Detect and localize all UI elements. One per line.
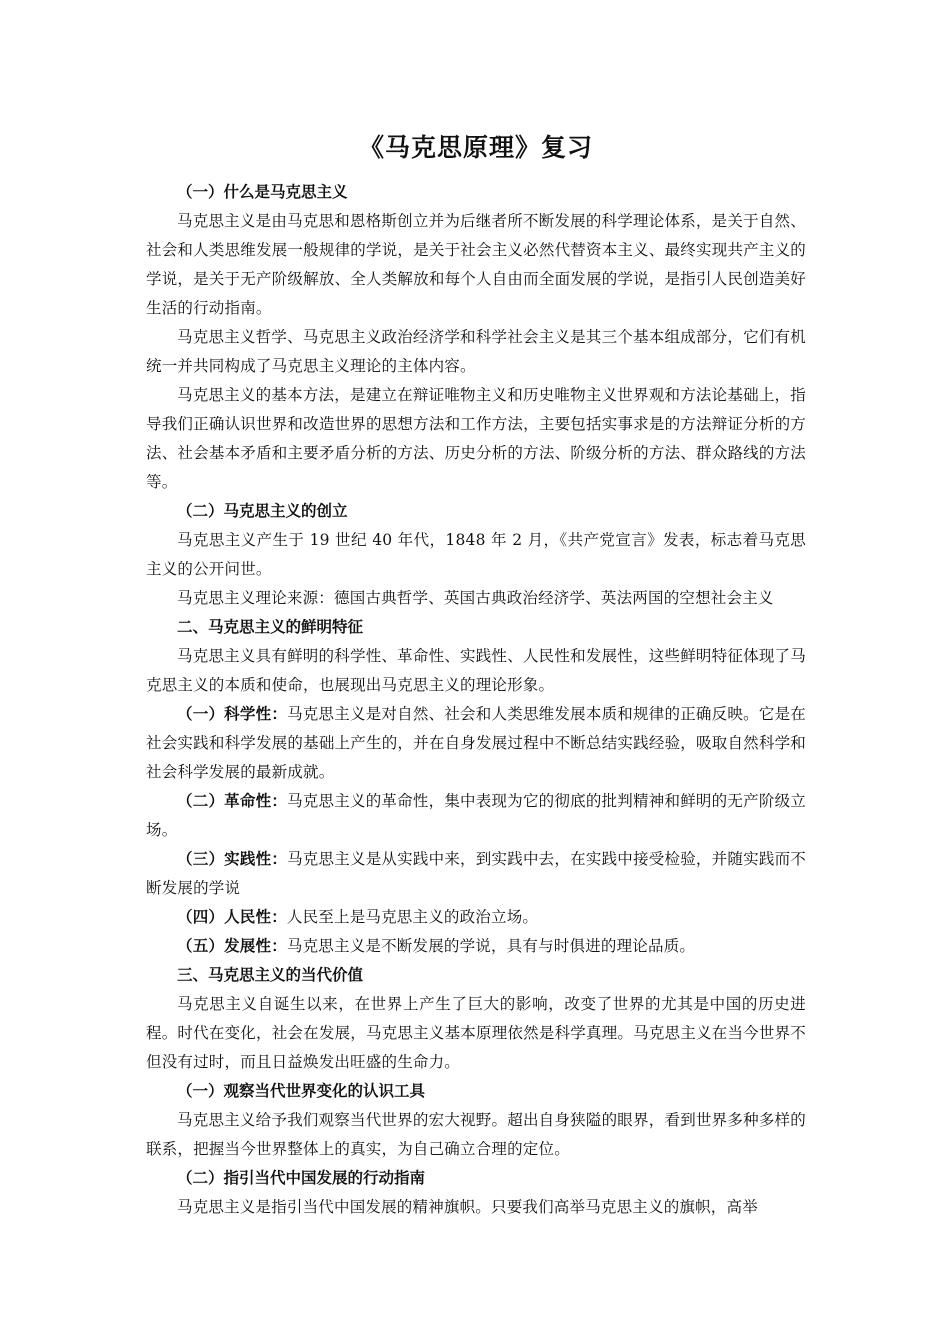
document-title: 《马克思原理》复习 [358,133,593,162]
paragraph: 马克思主义是指引当代中国发展的精神旗帜。只要我们高举马克思主义的旗帜，高举 [177,1198,758,1216]
feature-item-scientific [146,700,806,787]
section-heading-founding: （二）马克思主义的创立 [177,502,348,520]
paragraph: 马克思主义的基本方法，是建立在辩证唯物主义和历史唯物主义世界观和方法论基础上，指导我们正确认识世界和改造世界的思想方法和工作方法，主要包括实事求是的方法辩证分析的方法、社会基本矛盾和主要矛盾分析的方法、历史分析的方法、阶级分析的方法、群众路线的方法等。 [146,386,806,491]
document-page [146,128,806,1222]
paragraph: 马克思主义具有鲜明的科学性、革命性、实践性、人民性和发展性，这些鲜明特征体现了马克思主义的本质和使命，也展现出马克思主义的理论形象。 [146,647,806,694]
feature-item-revolutionary [146,787,806,845]
feature-label: （二）革命性： [177,792,288,810]
feature-label: （五）发展性： [177,937,287,955]
feature-label: （四）人民性： [177,908,287,926]
subsection-heading-action-guide: （二）指引当代中国发展的行动指南 [177,1169,426,1187]
feature-text: 马克思主义是不断发展的学说，具有与时俱进的理论品质。 [286,937,696,955]
feature-label: （一）科学性： [177,705,288,723]
feature-label: （三）实践性： [177,850,288,868]
feature-text: 马克思主义是从实践中来，到实践中去，在实践中接受检验，并随实践而不断发展的学说 [146,850,806,897]
paragraph: 马克思主义理论来源：德国古典哲学、英国古典政治经济学、英法两国的空想社会主义 [177,589,774,607]
section-heading-contemporary-value: 三、马克思主义的当代价值 [177,966,364,984]
feature-item-developmental [146,932,806,961]
feature-text: 马克思主义是对自然、社会和人类思维发展本质和规律的正确反映。它是在社会实践和科学发展的基础上产生的，并在自身发展过程中不断总结实践经验，吸取自然科学和社会科学发展的最新成就。 [146,705,806,781]
paragraph: 马克思主义给予我们观察当代世界的宏大视野。超出自身狭隘的眼界，看到世界多种多样的联系，把握当今世界整体上的真实，为自己确立合理的定位。 [146,1111,806,1158]
feature-text: 人民至上是马克思主义的政治立场。 [286,908,539,926]
subsection-heading-cognitive-tool: （一）观察当代世界变化的认识工具 [177,1082,426,1100]
feature-text: 马克思主义的革命性，集中表现为它的彻底的批判精神和鲜明的无产阶级立场。 [146,792,806,839]
paragraph: 马克思主义哲学、马克思主义政治经济学和科学社会主义是其三个基本组成部分，它们有机统一并共同构成了马克思主义理论的主体内容。 [146,328,806,375]
feature-item-people [146,903,806,932]
section-heading-what-is-marxism: （一）什么是马克思主义 [177,183,348,201]
paragraph: 马克思主义是由马克思和恩格斯创立并为后继者所不断发展的科学理论体系，是关于自然、社会和人类思维发展一般规律的学说，是关于社会主义必然代替资本主义、最终实现共产主义的学说，是关于无产阶级解放、全人类解放和每个人自由而全面发展的学说，是指引人民创造美好生活的行动指南。 [146,212,806,317]
paragraph: 马克思主义自诞生以来，在世界上产生了巨大的影响，改变了世界的尤其是中国的历史进程。时代在变化，社会在发展，马克思主义基本原理依然是科学真理。马克思主义在当今世界不但没有过时，而且日益焕发出旺盛的生命力。 [146,995,806,1071]
feature-item-practical [146,845,806,903]
paragraph: 马克思主义产生于 19 世纪 40 年代，1848 年 2 月，《共产党宣言》发表，标志着马克思主义的公开问世。 [146,531,806,578]
section-heading-features: 二、马克思主义的鲜明特征 [177,618,364,636]
